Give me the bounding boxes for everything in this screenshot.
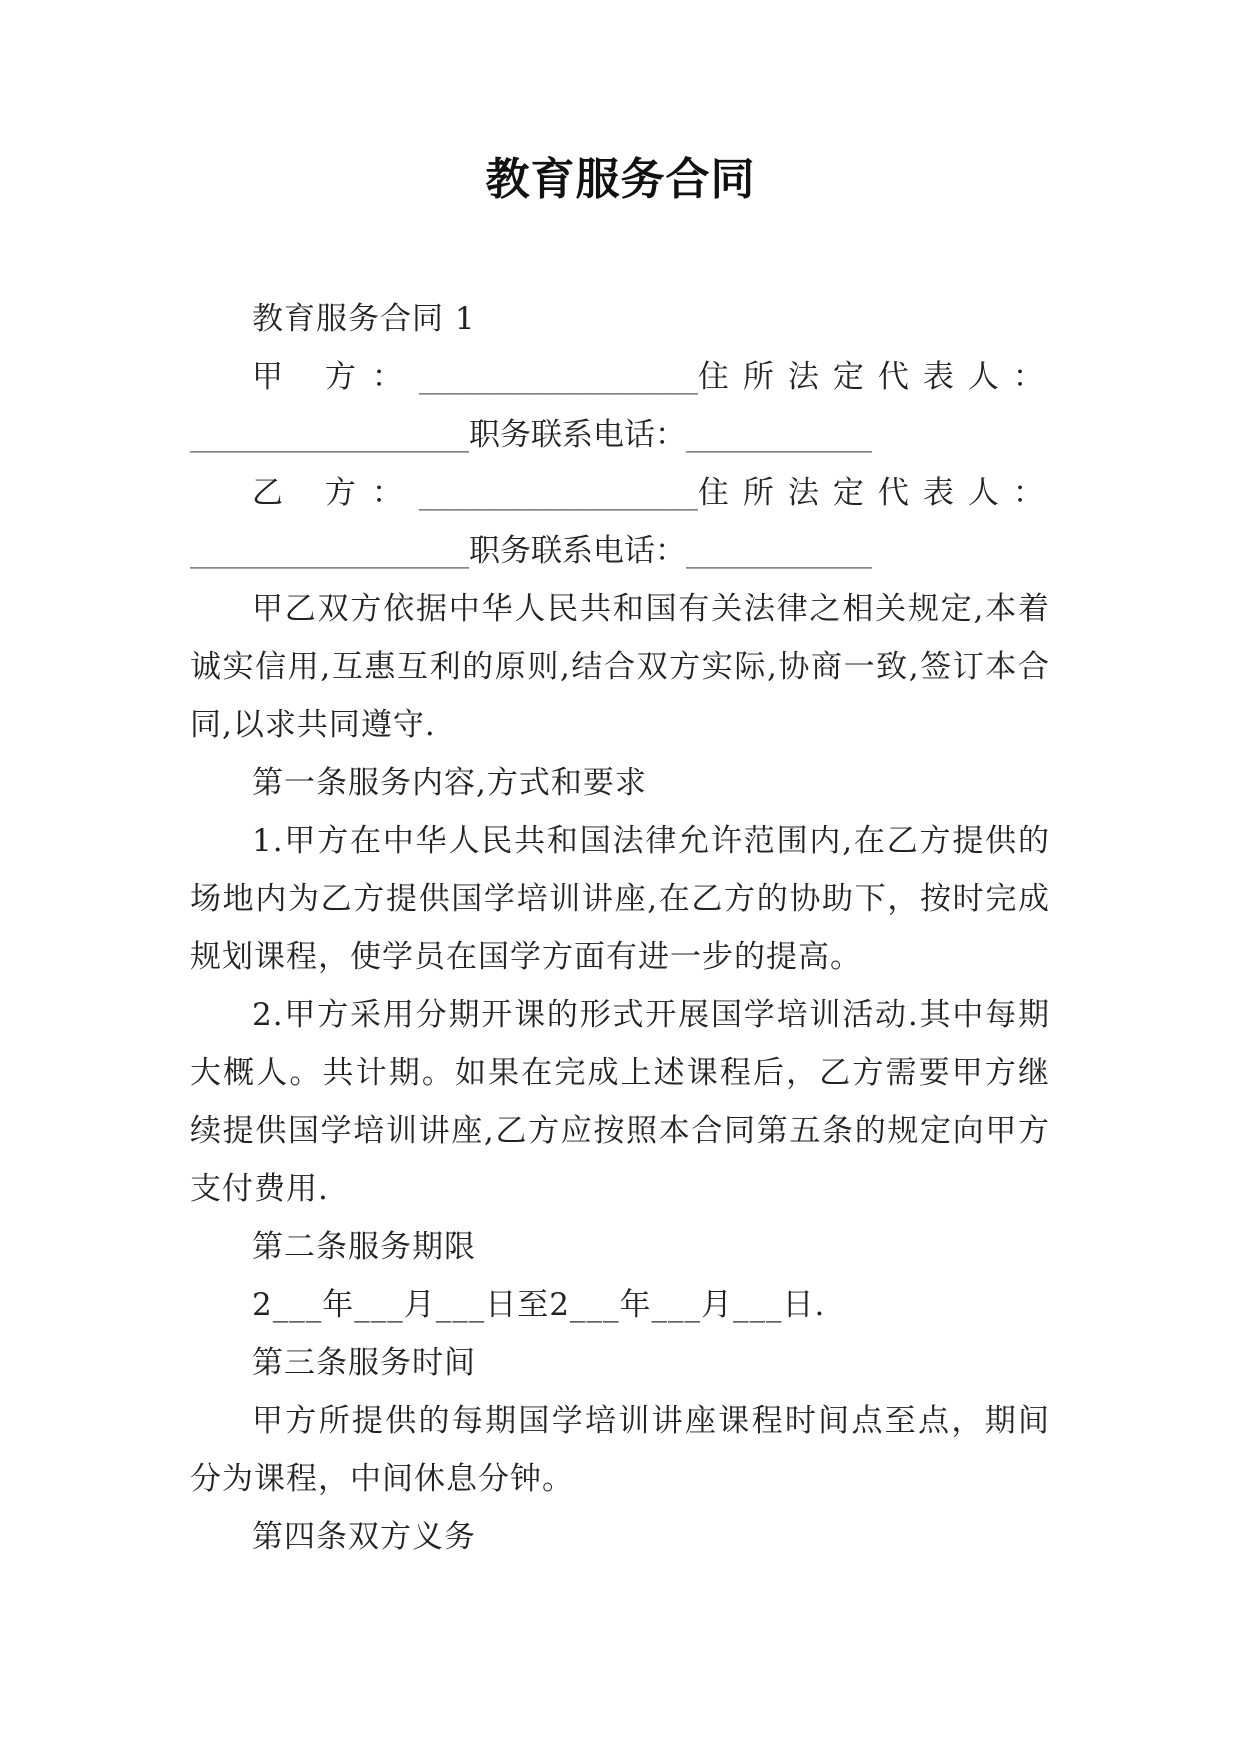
party-a-line-2 — [190, 406, 1050, 464]
document-body — [190, 290, 1058, 1566]
party-a-rep-blank: __________________ — [190, 417, 469, 453]
article-1-title: 第一条服务内容,方式和要求 — [252, 765, 647, 801]
party-b-name-blank: __________________ — [418, 475, 698, 511]
article-2-title: 第二条服务期限 — [252, 1229, 476, 1265]
party-b-rep-blank: __________________ — [190, 533, 469, 569]
party-a-line-1 — [190, 348, 1058, 406]
party-b-label: 乙 方： — [252, 475, 419, 511]
party-a-label: 甲 方： — [252, 359, 419, 395]
party-a-name-blank: __________________ — [418, 359, 698, 395]
party-a-address-rep-label: 住所法定代表人： — [697, 359, 1058, 395]
article-3-paragraph-1: 甲方所提供的每期国学培训讲座课程时间点至点，期间分为课程，中间休息分钟。 — [190, 1403, 1050, 1497]
article-4-title: 第四条双方义务 — [252, 1519, 476, 1555]
party-b-phone-blank: ____________ — [686, 533, 872, 569]
party-a-phone-blank: ____________ — [686, 417, 872, 453]
section-heading-1: 教育服务合同 1 — [252, 301, 476, 337]
document-title: 教育服务合同 — [485, 154, 756, 205]
party-b-line-1 — [190, 464, 1058, 522]
intro-paragraph: 甲乙双方依据中华人民共和国有关法律之相关规定,本着诚实信用,互惠互利的原则,结合双方实际,协商一致,签订本合同,以求共同遵守. — [190, 591, 1050, 743]
article-3-title: 第三条服务时间 — [252, 1345, 476, 1381]
party-b-address-rep-label: 住所法定代表人： — [697, 475, 1058, 511]
party-b-line-2 — [190, 522, 1050, 580]
article-2-paragraph-1: 2___年___月___日至2___年___月___日. — [252, 1287, 826, 1323]
article-1-paragraph-2: 2.甲方采用分期开课的形式开展国学培训活动.其中每期大概人。共计期。如果在完成上述课程后，乙方需要甲方继续提供国学培训讲座,乙方应按照本合同第五条的规定向甲方支付费用. — [190, 997, 1050, 1207]
article-1-paragraph-1: 1.甲方在中华人民共和国法律允许范围内,在乙方提供的场地内为乙方提供国学培训讲座,在乙方的协助下，按时完成规划课程，使学员在国学方面有进一步的提高。 — [190, 823, 1050, 975]
party-a-title-phone-label: 职务联系电话： — [469, 417, 686, 453]
party-b-title-phone-label: 职务联系电话： — [469, 533, 686, 569]
